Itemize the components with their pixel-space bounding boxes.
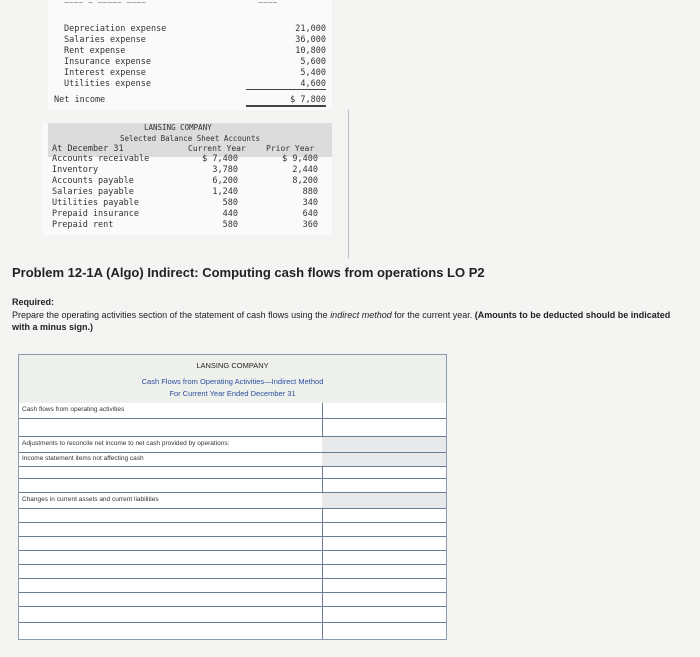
worksheet-row — [19, 403, 446, 419]
section-noncash-label: Income statement items not affecting cash — [22, 455, 144, 462]
section-adj-label: Adjustments to reconcile net income to net cash provided by operations: — [22, 440, 230, 447]
bs-col-prior: Prior Year — [266, 144, 315, 153]
worksheet-row — [19, 453, 446, 467]
cut-off-value: ~~~~ — [258, 0, 278, 7]
label-input[interactable] — [19, 551, 323, 564]
amount-input[interactable] — [322, 623, 446, 639]
bs-prior-value: 340 — [302, 198, 318, 208]
amount-input[interactable] — [322, 479, 446, 492]
bs-current-value: 3,780 — [212, 165, 238, 175]
worksheet-row — [19, 509, 446, 523]
bs-prior-value: 2,440 — [292, 165, 318, 175]
amount-input[interactable] — [322, 607, 446, 622]
worksheet-row — [19, 419, 446, 437]
label-input[interactable] — [19, 593, 323, 606]
bs-prior-value: 360 — [302, 220, 318, 230]
net-income-value: $ 7,800 — [246, 95, 326, 107]
worksheet-row — [19, 537, 446, 551]
bs-row-label: Prepaid rent — [52, 220, 114, 230]
worksheet-row — [19, 467, 446, 479]
section-ops-label: Cash flows from operating activities — [22, 406, 125, 413]
net-income-label: Net income — [54, 95, 106, 105]
amount-input[interactable] — [322, 551, 446, 564]
amount-input[interactable] — [322, 523, 446, 536]
is-value: 5,400 — [300, 68, 326, 78]
bs-row-label: Salaries payable — [52, 187, 134, 197]
bs-row-label: Utilities payable — [52, 198, 139, 208]
label-input[interactable] — [19, 607, 323, 622]
amount-input[interactable] — [322, 467, 446, 478]
worksheet-row — [19, 523, 446, 537]
bs-prior-value: 880 — [302, 187, 318, 197]
worksheet-company: LANSING COMPANY — [196, 361, 269, 370]
bs-row-label: Accounts receivable — [52, 154, 150, 164]
instructions-part-2: for the current year. — [391, 310, 475, 320]
label-input[interactable] — [19, 509, 323, 522]
label-input[interactable] — [19, 479, 323, 492]
worksheet-row — [19, 551, 446, 565]
label-input[interactable] — [19, 467, 323, 478]
cut-off-header: ~~~~ ~ ~~~~~ ~~~~ — [64, 0, 146, 7]
amount-cell — [322, 437, 446, 452]
worksheet-row — [19, 479, 446, 493]
bs-current-value: 580 — [222, 198, 238, 208]
worksheet-row — [19, 565, 446, 579]
bs-title: Selected Balance Sheet Accounts — [120, 134, 260, 143]
is-value: 4,600 — [246, 79, 326, 90]
bs-row-label: Accounts payable — [52, 176, 134, 186]
amount-input[interactable] — [322, 509, 446, 522]
is-label: Salaries expense — [64, 35, 146, 45]
worksheet-row — [19, 593, 446, 607]
cash-flow-worksheet — [18, 354, 447, 640]
bs-current-value: 440 — [222, 209, 238, 219]
amount-input[interactable] — [322, 579, 446, 592]
bs-prior-value: 640 — [302, 209, 318, 219]
label-cell — [19, 493, 323, 508]
bs-row-label: Prepaid insurance — [52, 209, 139, 219]
required-label: Required: — [12, 297, 55, 307]
bs-prior-value: 8,200 — [292, 176, 318, 186]
bs-row-label: Inventory — [52, 165, 99, 175]
worksheet-row — [19, 623, 446, 639]
instructions — [12, 309, 682, 333]
worksheet-row — [19, 493, 446, 509]
bs-prior-value: $ 9,400 — [282, 154, 318, 164]
is-value: 10,800 — [295, 46, 326, 56]
bs-current-value: $ 7,400 — [202, 154, 238, 164]
label-cell — [19, 437, 323, 452]
worksheet-period: For Current Year Ended December 31 — [169, 389, 296, 398]
worksheet-row — [19, 437, 446, 453]
is-value: 5,600 — [300, 57, 326, 67]
label-cell — [19, 453, 323, 466]
worksheet-row — [19, 607, 446, 623]
bs-current-value: 1,240 — [212, 187, 238, 197]
amount-cell[interactable] — [322, 403, 446, 418]
section-changes-label: Changes in current assets and current liabilities — [22, 496, 159, 503]
label-input[interactable] — [19, 523, 323, 536]
bs-date-label: At December 31 — [52, 144, 124, 154]
label-input[interactable] — [19, 537, 323, 550]
worksheet-header — [19, 355, 446, 403]
instructions-part-1: Prepare the operating activities section of the statement of cash flows using the — [12, 310, 331, 320]
bs-current-value: 6,200 — [212, 176, 238, 186]
amount-cell — [322, 493, 446, 508]
label-input[interactable] — [19, 623, 323, 639]
label-input[interactable] — [19, 565, 323, 578]
amount-input[interactable] — [322, 419, 446, 436]
is-value: 21,000 — [295, 24, 326, 34]
problem-title: Problem 12-1A (Algo) Indirect: Computing cash flows from operations LO P2 — [12, 265, 485, 280]
instructions-bold: (Amounts to be deducted should be indicated with a minus sign.) — [12, 310, 671, 332]
balance-sheet-panel — [42, 123, 332, 235]
amount-input[interactable] — [322, 593, 446, 606]
worksheet-row — [19, 579, 446, 593]
amount-input[interactable] — [322, 537, 446, 550]
is-label: Insurance expense — [64, 57, 151, 67]
is-label: Utilities expense — [64, 79, 151, 89]
is-value: 36,000 — [295, 35, 326, 45]
amount-input[interactable] — [322, 565, 446, 578]
bs-current-value: 580 — [222, 220, 238, 230]
label-cell — [19, 403, 323, 418]
is-label: Depreciation expense — [64, 24, 167, 34]
label-input[interactable] — [19, 419, 323, 436]
worksheet-title: Cash Flows from Operating Activities—Indirect Method — [141, 377, 324, 386]
income-statement-panel — [48, 0, 332, 110]
amount-cell — [322, 453, 446, 466]
bs-col-current: Current Year — [188, 144, 246, 153]
label-input[interactable] — [19, 579, 323, 592]
bs-company: LANSING COMPANY — [144, 123, 212, 132]
instructions-italic: indirect method — [330, 310, 392, 320]
is-label: Rent expense — [64, 46, 126, 56]
is-label: Interest expense — [64, 68, 146, 78]
